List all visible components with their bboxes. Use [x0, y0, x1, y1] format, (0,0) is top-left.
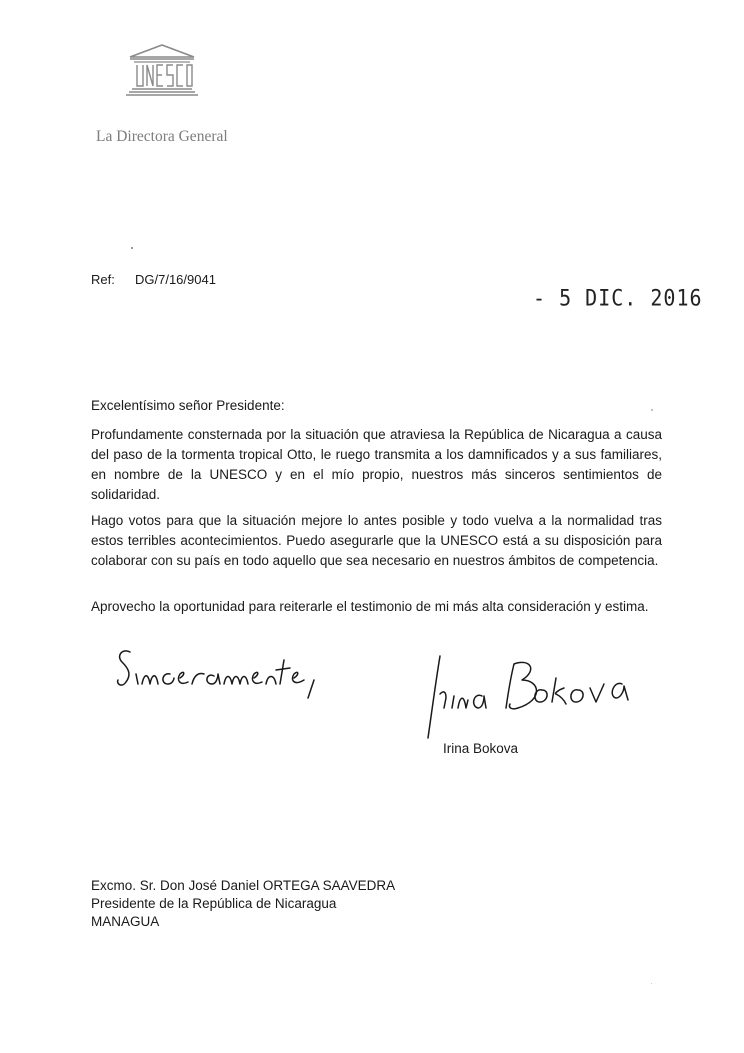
date-stamp: - 5 DIC. 2016 [533, 284, 703, 311]
letterhead-title: La Directora General [96, 128, 228, 145]
recipient-title: Presidente de la República de Nicaragua [91, 896, 337, 911]
signer-name: Irina Bokova [443, 741, 519, 756]
body-paragraph: Aprovecho la oportunidad para reiterarle el testimonio de mi más alta consideración y estima. [91, 599, 649, 614]
body-paragraph: Hago votos para que la situación mejore lo antes posible y todo vuelva a la normalidad tras estos terribles acontecimientos. Puedo asegurarle que la UNESCO está a su disposición para colaborar con su país en todo aquello que sea necesario en nuestros ámbitos de competencia. [91, 513, 662, 568]
signature [418, 650, 638, 745]
reference-label: Ref: [91, 272, 115, 287]
recipient-name: Excmo. Sr. Don José Daniel ORTEGA SAAVEDRA [91, 878, 396, 893]
unesco-logo [126, 43, 198, 103]
speck [651, 983, 652, 984]
speck [651, 409, 653, 411]
body-paragraph: Profundamente consternada por la situación que atraviesa la República de Nicaragua a causa del paso de la tormenta tropical Otto, le ruego transmita a los damnificados y a sus familiares, en nombre de la UNESCO y en el mío propio, nuestros más sinceros sentimientos de solidaridad. [91, 427, 662, 502]
recipient-city: MANAGUA [91, 914, 160, 929]
handwritten-closing [114, 640, 329, 715]
speck [131, 247, 133, 249]
reference-number: DG/7/16/9041 [135, 272, 216, 287]
salutation: Excelentísimo señor Presidente: [91, 398, 285, 413]
